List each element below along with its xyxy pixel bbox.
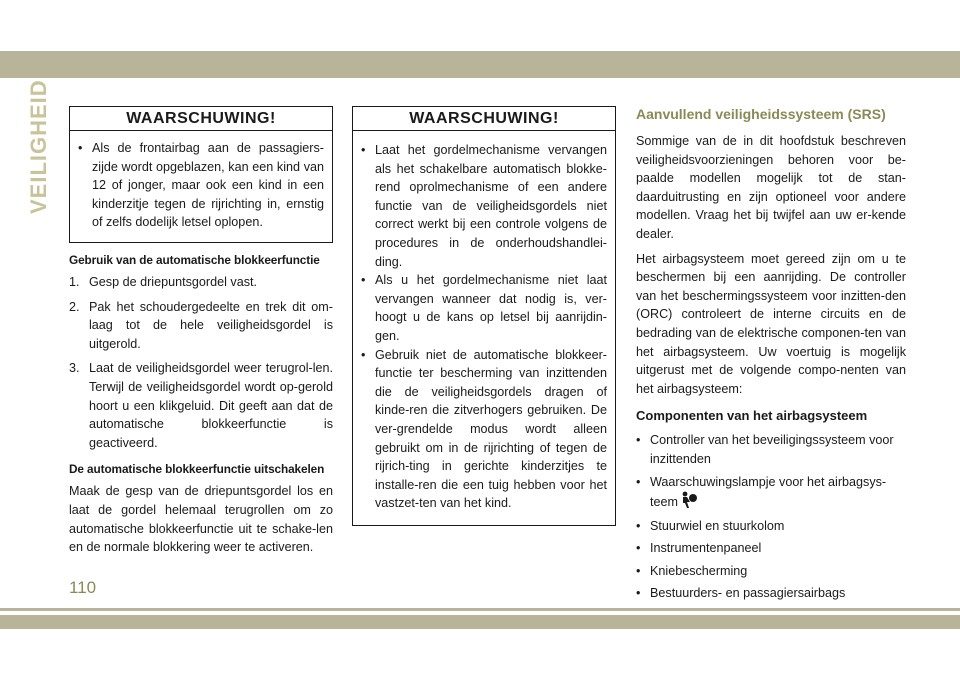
components-heading: Componenten van het airbagsysteem	[636, 408, 868, 424]
step-item: 1. Gesp de driepuntsgordel vast.	[69, 274, 258, 289]
warning-bullet: • Als u het gordelmechanisme niet laat vervangen wanneer dat nodig is, ver-hoogt u de kans op letsel bij aanrijdin-gen.	[361, 271, 607, 345]
subheading-auto-lock: Gebruik van de automatische blokkeerfunctie	[69, 252, 320, 267]
column-3	[636, 106, 906, 607]
footer-band	[0, 615, 960, 629]
warning-bullet: • Laat het gordelmechanisme vervangen als het schakelbare automatisch blokke-rend oprolmechanisme of een andere functie van de veiligheidsgordels niet correct werkt bij een controle volgens de procedures in de onderhoudshandlei-ding.	[361, 141, 607, 271]
step-item: 2. Pak het schoudergedeelte en trek dit om-laag tot de hele veiligheidsgordel is uitgerold.	[69, 299, 333, 351]
components-list	[636, 431, 906, 603]
list-item: • Waarschuwingslampje voor het airbagsys-teem	[636, 473, 906, 512]
airbag-warning-icon	[680, 491, 698, 509]
warning-title: WAARSCHUWING!	[70, 107, 332, 131]
step-item: 3. Laat de veiligheidsgordel weer terugrol-len. Terwijl de veiligheidsgordel wordt op-gerold hoort u een klikgeluid. Dit geeft aan dat de automatische blokkeerfunctie is geactiveerd.	[69, 361, 333, 450]
page-number: 110	[69, 578, 97, 597]
subheading-disable-auto-lock: De automatische blokkeerfunctie uitschakelen	[69, 462, 325, 477]
list-item: • Kniebescherming	[636, 562, 906, 581]
list-item: • Bestuurders- en passagiersairbags	[636, 584, 906, 603]
header-band	[0, 51, 960, 78]
paragraph: Het airbagsysteem moet gereed zijn om u te beschermen bij een aanrijding. De controller van het beschermingssysteem voor inzitten-den (ORC) controleert de interne circuits en de bedrading van de elektrische componen-ten van het airbagsysteem. Uw voertuig is mogelijk uitgerust met de volgende compo-nenten van het airbagsysteem:	[636, 251, 906, 396]
list-item: • Stuurwiel en stuurkolom	[636, 517, 906, 536]
paragraph: Sommige van de in dit hoofdstuk beschreven veiligheidsvoorzieningen behoren voor be-paalde modellen mogelijk tot de stan-daarduitrusting en zijn optioneel voor andere modellen. Vraag het bij twijfel aan uw er-kende dealer.	[636, 134, 906, 241]
warning-title: WAARSCHUWING!	[353, 107, 615, 131]
warning-box-2	[352, 106, 616, 526]
warning-bullet: • Als de frontairbag aan de passagiers-zijde wordt opgeblazen, kan een kind van 12 of jonger, maar ook een kind in een kinderzitje tegen de rijrichting in, ernstig of zelfs dodelijk letsel oplopen.	[78, 139, 324, 232]
section-side-title: VEILIGHEID	[26, 79, 51, 214]
section-title: Aanvullend veiligheidssysteem (SRS)	[636, 106, 886, 122]
list-item: • Controller van het beveiligingssysteem voor inzittenden	[636, 431, 906, 468]
warning-bullet: • Gebruik niet de automatische blokkeer-functie ter bescherming van inzittenden die de veiligheidsgordels dragen of kinde-ren die zitverhogers gebruiken. De ver-grendelde modus wordt alleen gebruikt om in de rijrichting of tegen de rijrich-ting in gerichte kinderzitjes te installe-ren die een tuig hebben voor het vastzet-ten van het kind.	[361, 346, 607, 513]
paragraph: Maak de gesp van de driepuntsgordel los en laat de gordel helemaal terugrollen om zo automatische blokkeerfunctie uit te schake-len en de normale blokkering weer te activeren.	[69, 484, 333, 555]
warning-box-1	[69, 106, 333, 243]
column-2	[352, 106, 616, 526]
list-item: • Instrumentenpaneel	[636, 539, 906, 558]
column-1	[69, 106, 333, 563]
footer-line	[0, 608, 960, 611]
